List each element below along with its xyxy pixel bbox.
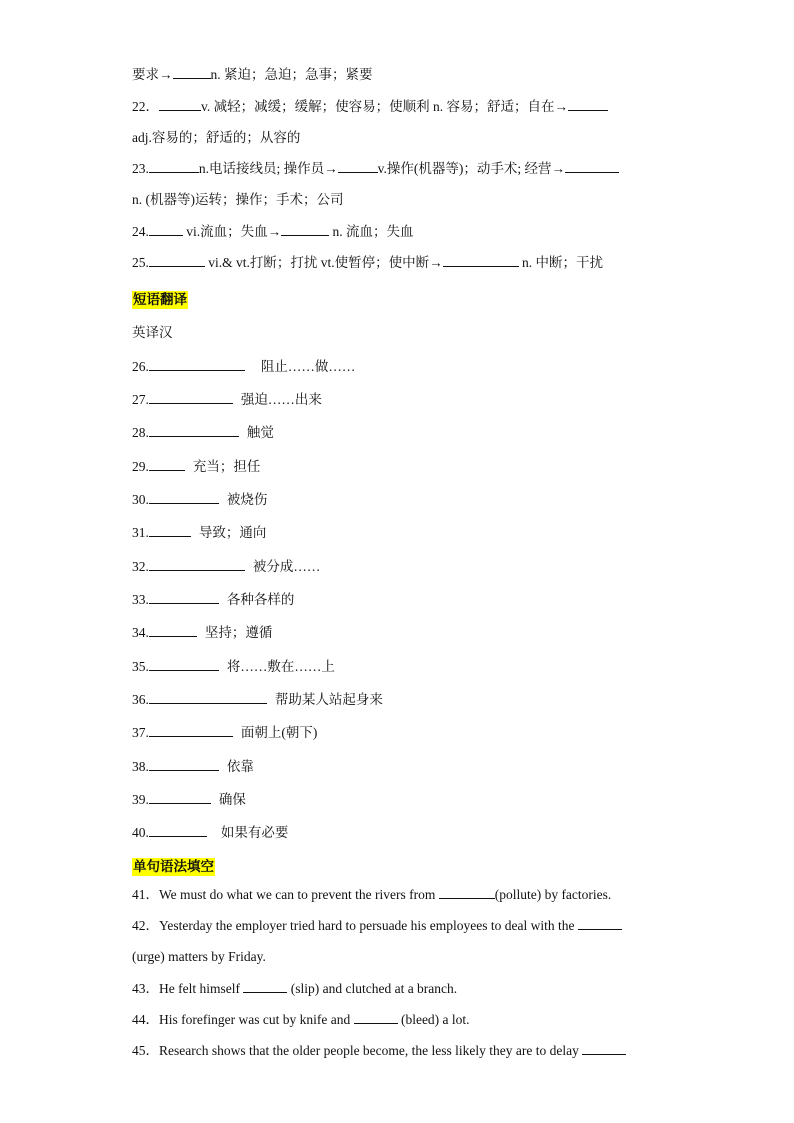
section-heading-grammar: 单句语法填空 — [133, 859, 214, 875]
phrase-item — [132, 791, 246, 809]
vocab-text: n. 流血；失血 — [332, 224, 414, 239]
phrase-text: 如果有必要 — [220, 825, 289, 840]
phrase-item — [132, 624, 272, 642]
answer-blank[interactable] — [149, 691, 267, 704]
answer-blank[interactable] — [149, 491, 219, 504]
vocab-text: vi.流血；失血→ — [186, 224, 282, 239]
item-number: 35. — [132, 659, 149, 674]
vocab-line-23 — [132, 160, 619, 178]
phrase-item — [132, 724, 317, 742]
item-number: 34. — [132, 625, 149, 640]
item-number: 36. — [132, 692, 149, 707]
phrase-text: 强迫……出来 — [240, 392, 322, 407]
grammar-item-42-cont — [132, 948, 266, 966]
answer-blank[interactable] — [243, 980, 287, 993]
grammar-item-44 — [132, 1011, 470, 1029]
phrase-text: 被分成…… — [252, 559, 321, 574]
phrase-text: 各种各样的 — [226, 592, 295, 607]
phrase-item — [132, 391, 322, 409]
phrase-text: 将……敷在……上 — [226, 659, 335, 674]
answer-blank[interactable] — [149, 524, 191, 537]
vocab-line-21-cont — [132, 66, 373, 84]
section-heading-phrase: 短语翻译 — [133, 292, 187, 308]
answer-blank[interactable] — [338, 160, 378, 173]
item-number: 43． — [132, 981, 159, 996]
answer-blank[interactable] — [443, 254, 519, 267]
answer-blank[interactable] — [149, 758, 219, 771]
vocab-text: n. 紧迫；急迫；急事；紧要 — [210, 67, 373, 82]
answer-blank[interactable] — [149, 160, 199, 173]
item-number: 27. — [132, 392, 149, 407]
vocab-line-24 — [132, 223, 414, 241]
item-number: 32. — [132, 559, 149, 574]
grammar-text: (pollute) by factories. — [494, 887, 612, 902]
answer-blank[interactable] — [149, 458, 185, 471]
answer-blank[interactable] — [582, 1042, 626, 1055]
item-number: 44． — [132, 1012, 159, 1027]
item-number: 39. — [132, 792, 149, 807]
item-number: 25. — [132, 255, 149, 270]
answer-blank[interactable] — [149, 223, 183, 236]
item-number: 30. — [132, 492, 149, 507]
item-number: 22． — [132, 99, 159, 114]
phrase-text: 充当；担任 — [192, 459, 261, 474]
answer-blank[interactable] — [149, 591, 219, 604]
item-number: 23. — [132, 161, 149, 176]
phrase-item — [132, 358, 355, 376]
item-number: 33. — [132, 592, 149, 607]
item-number: 26. — [132, 359, 149, 374]
answer-blank[interactable] — [149, 391, 233, 404]
grammar-item-45 — [132, 1042, 626, 1060]
grammar-text: We must do what we can to prevent the rivers from — [159, 887, 439, 902]
answer-blank[interactable] — [568, 98, 608, 111]
item-number: 24. — [132, 224, 149, 239]
vocab-line-22 — [132, 98, 608, 116]
item-number: 38. — [132, 759, 149, 774]
phrase-item — [132, 591, 294, 609]
answer-blank[interactable] — [149, 824, 207, 837]
item-number: 42． — [132, 918, 159, 933]
grammar-text: Yesterday the employer tried hard to persuade his employees to deal with the — [159, 918, 578, 933]
phrase-item — [132, 824, 288, 842]
vocab-text: v.操作(机器等)；动手术; 经营→ — [377, 161, 566, 176]
item-number: 31. — [132, 525, 149, 540]
answer-blank[interactable] — [578, 917, 622, 930]
answer-blank[interactable] — [149, 658, 219, 671]
vocab-text: n. (机器等)运转；操作；手术；公司 — [132, 192, 344, 207]
phrase-item — [132, 691, 383, 709]
vocab-line-22-cont — [132, 129, 300, 147]
phrase-text: 被烧伤 — [226, 492, 268, 507]
grammar-text: (urge) matters by Friday. — [132, 949, 266, 964]
item-number: 41． — [132, 887, 159, 902]
phrase-text: 阻止……做…… — [260, 359, 356, 374]
item-number: 28. — [132, 425, 149, 440]
vocab-text: adj.容易的；舒适的；从容的 — [132, 130, 301, 145]
vocab-line-25 — [132, 254, 603, 272]
answer-blank[interactable] — [439, 886, 495, 899]
phrase-item — [132, 658, 335, 676]
answer-blank[interactable] — [149, 624, 197, 637]
answer-blank[interactable] — [149, 791, 211, 804]
answer-blank[interactable] — [173, 66, 211, 79]
phrase-text: 帮助某人站起身来 — [274, 692, 383, 707]
vocab-text: v. 减轻；减缓；缓解；使容易；使顺利 n. 容易；舒适；自在→ — [201, 99, 568, 114]
answer-blank[interactable] — [149, 424, 239, 437]
phrase-item — [132, 424, 274, 442]
item-number: 37. — [132, 725, 149, 740]
vocab-text: 要求→ — [132, 67, 173, 82]
vocab-text: n. 中断；干扰 — [522, 255, 604, 270]
phrase-item — [132, 458, 260, 476]
vocab-text: vi.& vt.打断；打扰 vt.使暂停；使中断→ — [208, 255, 443, 270]
item-number: 45． — [132, 1043, 159, 1058]
grammar-text: He felt himself — [159, 981, 244, 996]
answer-blank[interactable] — [149, 254, 205, 267]
phrase-item — [132, 558, 320, 576]
answer-blank[interactable] — [149, 358, 245, 371]
answer-blank[interactable] — [149, 558, 245, 571]
phrase-text: 确保 — [218, 792, 246, 807]
grammar-text: (slip) and clutched at a branch. — [290, 981, 458, 996]
answer-blank[interactable] — [281, 223, 329, 236]
grammar-text: (bleed) a lot. — [400, 1012, 470, 1027]
grammar-text: Research shows that the older people become, the less likely they are to delay — [159, 1043, 583, 1058]
section-subheading: 英译汉 — [132, 325, 173, 340]
item-number: 29. — [132, 459, 149, 474]
grammar-item-41 — [132, 886, 611, 904]
grammar-item-42 — [132, 917, 622, 935]
answer-blank[interactable] — [149, 724, 233, 737]
vocab-line-23-cont — [132, 191, 344, 209]
item-number: 40. — [132, 825, 149, 840]
phrase-text: 导致；通向 — [198, 525, 267, 540]
phrase-text: 触觉 — [246, 425, 274, 440]
phrase-text: 坚持；遵循 — [204, 625, 273, 640]
answer-blank[interactable] — [565, 160, 619, 173]
answer-blank[interactable] — [354, 1011, 398, 1024]
phrase-item — [132, 491, 267, 509]
phrase-text: 依靠 — [226, 759, 254, 774]
phrase-item — [132, 524, 266, 542]
phrase-item — [132, 758, 254, 776]
vocab-text: n.电话接线员; 操作员→ — [198, 161, 338, 176]
answer-blank[interactable] — [159, 98, 201, 111]
phrase-text: 面朝上(朝下) — [240, 725, 318, 740]
grammar-text: His forefinger was cut by knife and — [159, 1012, 354, 1027]
grammar-item-43 — [132, 980, 457, 998]
